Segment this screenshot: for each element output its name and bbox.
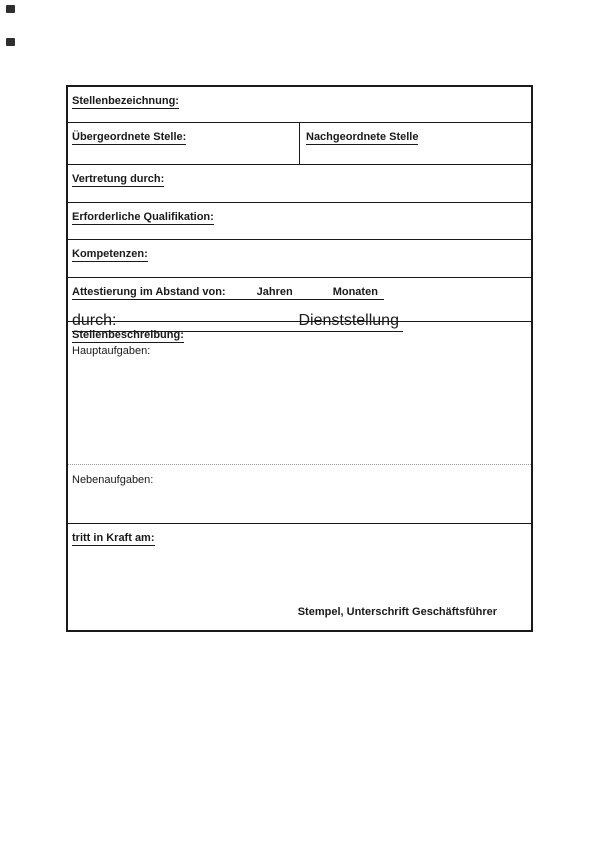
tritt-in-kraft-label: tritt in Kraft am: (72, 532, 155, 544)
dienststellung-label: Dienststellung (298, 312, 399, 329)
signature-label: Stempel, Unterschrift Geschäftsführer (297, 606, 497, 618)
kompetenzen-label: Kompetenzen: (72, 248, 148, 260)
job-description-form-table (66, 85, 533, 632)
attestierung-label: Attestierung im Abstand von: (72, 286, 226, 298)
row-qualifikation (68, 203, 531, 240)
nachgeordnete-stelle-fill-area[interactable] (68, 141, 531, 164)
uebergeordnete-stelle-label: Übergeordnete Stelle: (72, 131, 187, 143)
attestierung-months-unit: Monaten (332, 286, 378, 298)
vertretung-durch-label: Vertretung durch: (72, 173, 165, 185)
vertretung-fill-area[interactable] (68, 183, 531, 202)
durch-label: durch: (72, 312, 117, 329)
stellenbeschreibung-label: Stellenbeschreibung: (72, 329, 184, 341)
row-stellenbeschreibung (68, 322, 531, 524)
row-kompetenzen (68, 240, 531, 278)
hauptaufgaben-label: Hauptaufgaben: (72, 345, 151, 357)
scan-artifact-mark (6, 5, 15, 13)
row-attestierung (68, 278, 531, 329)
stellenbezeichnung-fill-area[interactable] (68, 105, 531, 122)
row-vertretung (68, 165, 531, 203)
attestierung-line (72, 286, 384, 300)
stellenbezeichnung-label: Stellenbezeichnung: (72, 95, 179, 107)
tritt-in-kraft-fill-area[interactable] (68, 544, 531, 599)
nebenaufgaben-fill-area[interactable] (68, 465, 531, 522)
row-stellen-hierarchie (68, 123, 531, 165)
row-stellenbezeichnung (68, 87, 531, 123)
hauptaufgaben-fill-area[interactable] (68, 322, 531, 465)
attestierung-years-blank[interactable] (226, 286, 257, 298)
nachgeordnete-stelle-label: Nachgeordnete Stelle (306, 131, 419, 143)
qualifikation-fill-area[interactable] (68, 221, 531, 239)
row-tritt-in-kraft (68, 524, 531, 630)
nebenaufgaben-label: Nebenaufgaben: (72, 474, 154, 486)
erforderliche-qualifikation-label: Erforderliche Qualifikation: (72, 211, 214, 223)
scan-artifact-mark (6, 38, 15, 46)
nachgeordnete-stelle-cell (300, 123, 531, 164)
attestierung-years-unit: Jahren (256, 286, 293, 298)
attestierung-months-blank[interactable] (293, 286, 333, 298)
kompetenzen-fill-area[interactable] (68, 258, 531, 277)
